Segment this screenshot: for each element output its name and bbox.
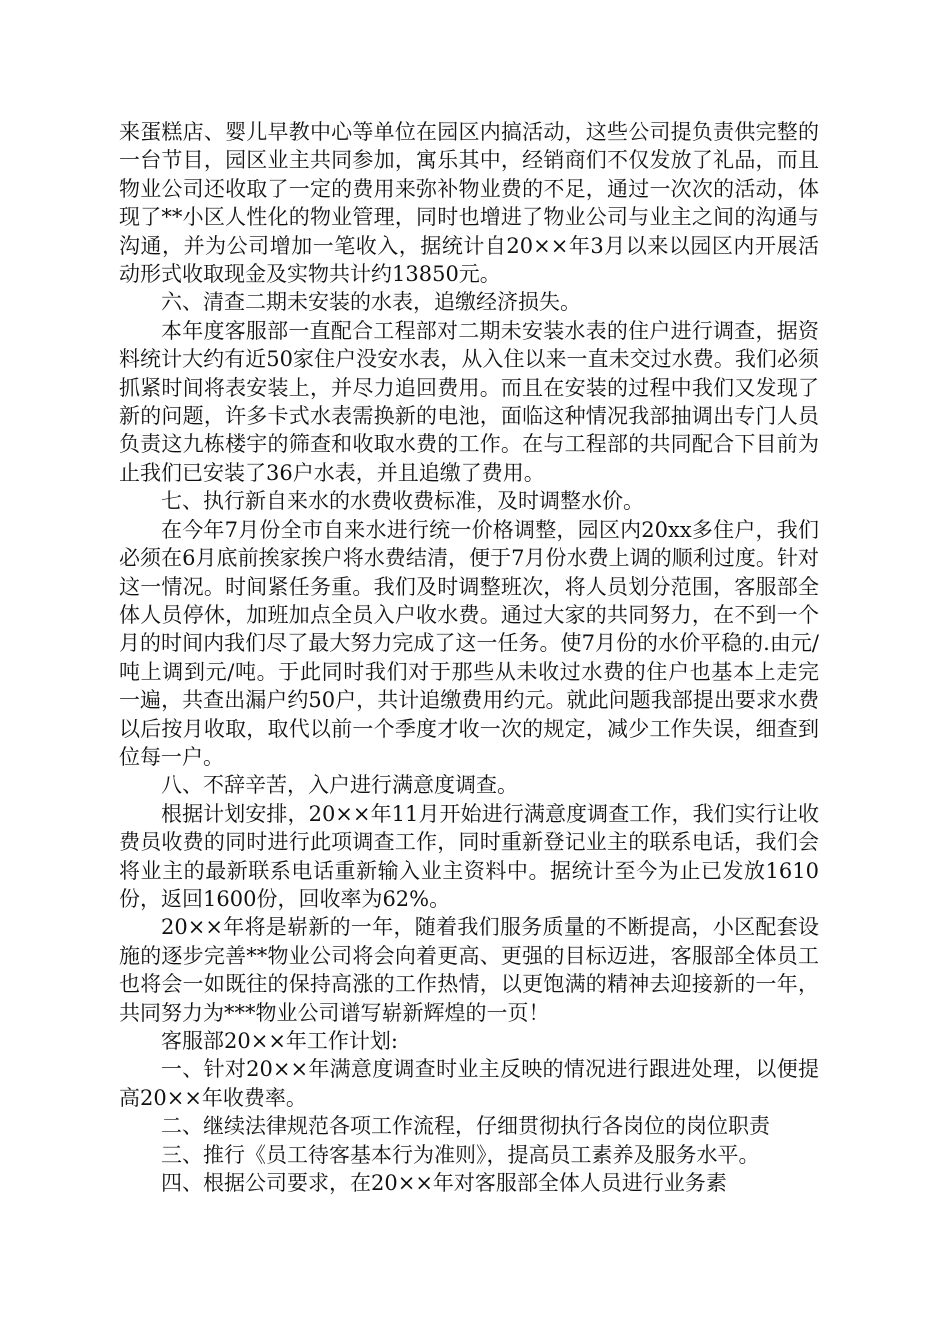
plan-item-three: 三、推行《员工待客基本行为准则》，提高员工素养及服务水平。	[161, 1142, 760, 1167]
paragraph-outlook: 20××年将是崭新的一年，随着我们服务质量的不断提高，小区配套设施的逐步完善**物业公司将会向着更高、更强的目标迈进，客服部全体员工也将会一如既往的保持高涨的工作热情，以更饱满的精神去迎接新的一年，共同努力为***物业公司谱写崭新辉煌的一页！	[119, 915, 819, 1025]
plan-item-two: 二、继续法律规范各项工作流程，仔细贯彻执行各岗位的岗位职责	[161, 1114, 770, 1139]
paragraph-water-price-adjust: 在今年7月份全市自来水进行统一价格调整，园区内20xx多住户，我们必须在6月底前挨家挨户将水费结清，便于7月份水费上调的顺利过度。针对这一情况。时间紧任务重。我们及时调整班次，将人员划分范围，客服部全体人员停休，加班加点全员入户收水费。通过大家的共同努力，在不到一个月的时间内我们尽了最大努力完成了这一任务。使7月份的水价平稳的.由元/吨上调到元/吨。于此同时我们对于那些从未收过水费的住户也基本上走完一遍，共查出漏户约50户，共计追缴费用约元。就此问题我部提出要求水费以后按月收取，取代以前一个季度才收一次的规定，减少工作失误，细查到位每一户。	[119, 517, 819, 769]
heading-section-seven: 七、执行新自来水的水费收费标准，及时调整水价。	[161, 489, 644, 514]
paragraph-satisfaction-survey: 根据计划安排，20××年11月开始进行满意度调查工作，我们实行让收费员收费的同时进行此项调查工作，同时重新登记业主的联系电话，我们会将业主的最新联系电话重新输入业主资料中。据统计至今为止已发放1610份，返回1600份，回收率为62%。	[119, 801, 819, 911]
plan-item-one: 一、针对20××年满意度调查时业主反映的情况进行跟进处理，以便提高20××年收费率。	[119, 1057, 819, 1110]
paragraph-activities-revenue: 来蛋糕店、婴儿早教中心等单位在园区内搞活动，这些公司提负责供完整的一台节目，园区业主共同参加，寓乐其中，经销商们不仅发放了礼品，而且物业公司还收取了一定的费用来弥补物业费的不足，通过一次次的活动，体现了**小区人性化的物业管理，同时也增进了物业公司与业主之间的沟通与沟通，并为公司增加一笔收入，据统计自20××年3月以来以园区内开展活动形式收取现金及实物共计约13850元。	[119, 120, 819, 287]
heading-work-plan: 客服部20××年工作计划:	[161, 1029, 398, 1053]
paragraph-water-meter-install: 本年度客服部一直配合工程部对二期未安装水表的住户进行调查，据资料统计大约有近50家住户没安水表，从入住以来一直未交过水费。我们必须抓紧时间将表安装上，并尽力追回费用。而且在安装的过程中我们又发现了新的问题，许多卡式水表需换新的电池，面临这种情况我部抽调出专门人员负责这九栋楼宇的筛查和收取水费的工作。在与工程部的共同配合下目前为止我们已安装了36户水表，并且追缴了费用。	[119, 318, 819, 485]
heading-section-eight: 八、不辞辛苦，入户进行满意度调查。	[161, 773, 518, 798]
document-body	[119, 118, 819, 1197]
plan-item-four: 四、根据公司要求，在20××年对客服部全体人员进行业务素	[161, 1171, 727, 1196]
heading-section-six: 六、清查二期未安装的水表，追缴经济损失。	[161, 290, 581, 315]
